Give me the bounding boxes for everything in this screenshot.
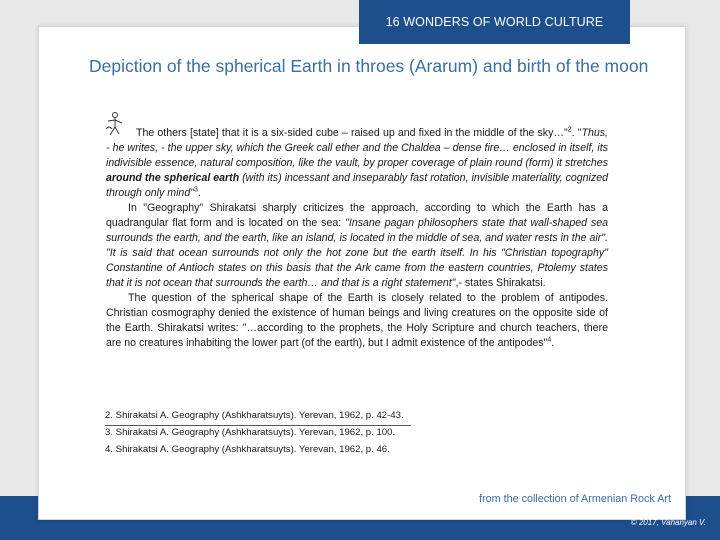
footnote-ref-3: 3 — [193, 186, 198, 194]
footnote-ref-2: 2 — [567, 126, 572, 134]
footnote-4: 4. Shirakatsi A. Geography (Ashkharatsuyts). Yerevan, 1962, p. 46. — [105, 444, 390, 455]
paragraph-2 — [106, 201, 608, 291]
p2-text-c: ,- states Shirakatsi. — [455, 277, 546, 289]
footnote-strike-line — [105, 425, 411, 426]
p2-quote: "Insane pagan philosophers state that wall-shaped sea surrounds the earth, and the earth, like an island, is located in the middle of sea, and water rests in the air". "It is said that ocean surrounds not only the hot zone but the earth itself. In his "Christian topography" Constantine of Antioch states on this basis that the Ark came from the eastern countries, Ptolemy states that it is not ocean that surrounds the earth… and that is a right statement" — [106, 217, 609, 289]
paragraph-1 — [106, 126, 608, 201]
image-credit: from the collection of Armenian Rock Art — [479, 493, 672, 505]
section-banner: 16 WONDERS OF WORLD CULTURE — [359, 0, 630, 44]
footnotes — [105, 407, 404, 458]
footnote-3: 3. Shirakatsi A. Geography (Ashkharatsuyts). Yerevan, 1962, p. 100. — [105, 427, 396, 438]
copyright: © 2017, Vahanyan V. — [630, 518, 706, 527]
p3-text-b: . — [551, 337, 555, 349]
p1-text-f: . — [197, 187, 201, 199]
p3-text-a: The question of the spherical shape of the Earth is closely related to the problem of antipodes. Christian cosmography denied the existence of human beings and living creatures on the opposite side of the Earth. Shirakatsi writes: "…according to the prophets, the Holy Scripture and church teachers, there are no creatures inhabiting the lower part (of the earth), but I admit existence of the antipodes" — [106, 292, 608, 349]
p1-text-b: . " — [571, 127, 582, 139]
body-text — [106, 126, 608, 351]
p1-quote: Thus, - he writes, - the upper sky, which the Greek call ether and the Chaldea – dense fire… enclosed in itself, its indivisible essence, natural composition, like the vault, by proper coverage of plain round (form) it stretches — [106, 127, 608, 169]
p1-text-a: The others [state] that it is a six-sided cube – raised up and fixed in the middle of the sky…" — [136, 127, 568, 139]
p1-emphasis: around the spherical earth — [106, 172, 240, 184]
p2-text-a: In "Geography" Shirakatsi sharply criticizes the approach, according to which the Earth has a quadrangular flat form and is located on the sea: — [106, 202, 608, 229]
p1-quote-end: (with its) incessant and inseparably fast rotation, invisible materiality, cognized through only mind" — [106, 172, 608, 199]
footnote-ref-4: 4 — [547, 336, 552, 344]
paragraph-3 — [106, 291, 608, 351]
slide-title: Depiction of the spherical Earth in throes (Ararum) and birth of the moon — [89, 56, 649, 76]
footnote-2: 2. Shirakatsi A. Geography (Ashkharatsuyts). Yerevan, 1962, p. 42-43. — [105, 410, 404, 421]
